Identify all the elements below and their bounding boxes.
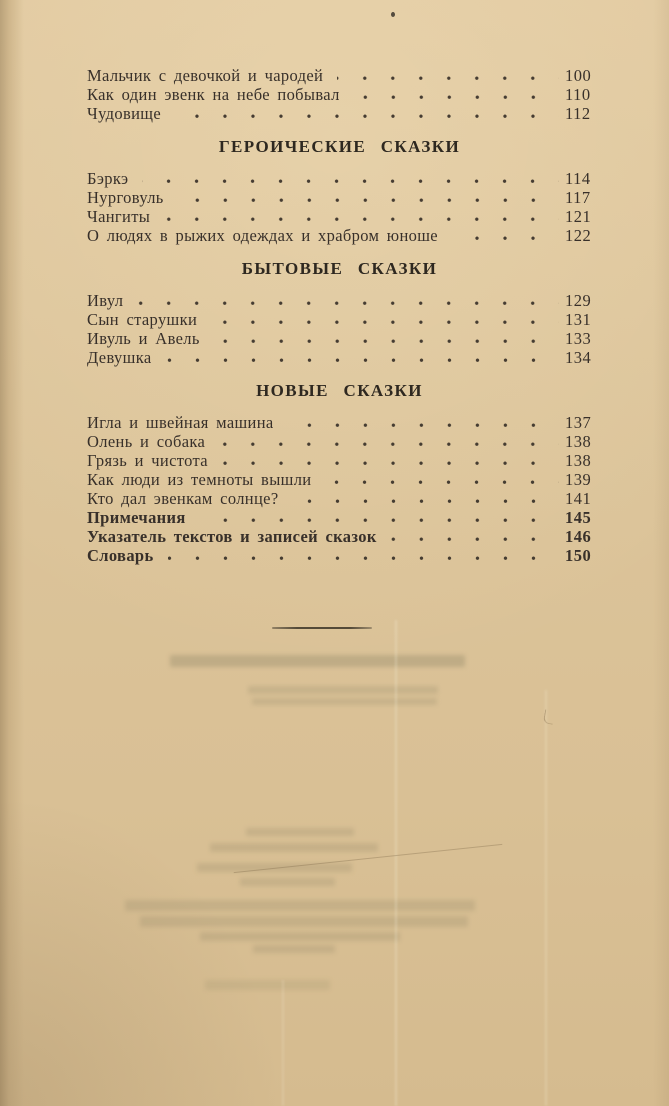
dot-leader-icon — [214, 339, 559, 345]
toc-entry-title: Чудовище — [87, 104, 162, 123]
dot-leader-icon — [219, 442, 559, 448]
dot-leader-icon — [325, 480, 559, 486]
toc-entry — [87, 413, 592, 432]
toc-entry — [87, 310, 592, 329]
toc-entry-title: Мальчик с девочкой и чародей — [87, 66, 324, 85]
toc-entry-title: Девушка — [87, 348, 152, 367]
toc-entry-title: Ивул — [87, 291, 124, 310]
toc-entry-page: 114 — [565, 169, 591, 188]
separator-rule — [272, 627, 372, 629]
showthrough-block — [252, 698, 437, 705]
showthrough-block — [170, 655, 465, 667]
toc-entry-title: Как люди из темноты вышли — [87, 470, 312, 489]
dot-leader-icon — [175, 114, 559, 120]
toc-entry — [87, 470, 592, 489]
toc-entry-title: Нурговуль — [87, 188, 164, 207]
toc-entry-page: 117 — [565, 188, 591, 207]
toc-entry — [87, 546, 592, 565]
section-heading: БЫТОВЫЕ СКАЗКИ — [241, 259, 438, 278]
toc-entry — [87, 169, 592, 188]
showthrough-block — [210, 843, 378, 852]
toc-entry-page: 146 — [565, 527, 592, 546]
dot-leader-icon — [137, 301, 559, 307]
showthrough-block — [253, 945, 335, 953]
dot-leader-icon — [452, 236, 559, 242]
toc-entry-title: Как один эвенк на небе побывал — [87, 85, 340, 104]
pencil-mark — [543, 709, 555, 725]
dot-leader-icon — [293, 499, 559, 505]
toc-entry-page: 141 — [565, 489, 592, 508]
toc-entry-page: 112 — [565, 104, 591, 123]
dot-leader-icon — [222, 461, 559, 467]
toc-entry — [87, 489, 592, 508]
toc-entry-title: Ивуль и Авель — [87, 329, 200, 348]
dot-leader-icon — [391, 537, 559, 543]
toc-entry-page: 134 — [565, 348, 592, 367]
toc-entry-title: Кто дал эвенкам солнце? — [87, 489, 279, 508]
toc-entry — [87, 329, 592, 348]
dot-leader-icon — [178, 198, 559, 204]
dot-leader-icon — [211, 320, 559, 326]
toc-entry-title: Сын старушки — [87, 310, 198, 329]
section-heading: НОВЫЕ СКАЗКИ — [256, 381, 423, 400]
toc-entry — [87, 432, 592, 451]
toc-entry-title: Указатель текстов и записей сказок — [87, 527, 377, 546]
toc-entry — [87, 527, 592, 546]
toc-entry-page: 133 — [565, 329, 592, 348]
toc-entry-page: 121 — [565, 207, 592, 226]
toc-entry-page: 100 — [565, 66, 592, 85]
toc-entry — [87, 207, 592, 226]
toc-entry-page: 122 — [565, 226, 592, 245]
toc-entry-title: О людях в рыжих одеждах и храбром юноше — [87, 226, 438, 245]
toc-entry-title: Олень и собака — [87, 432, 206, 451]
section-heading: ГЕРОИЧЕСКИЕ СКАЗКИ — [218, 137, 461, 156]
dot-leader-icon — [164, 217, 559, 223]
toc-entry-page: 138 — [565, 451, 592, 470]
toc-entry-page: 150 — [565, 546, 592, 565]
toc-entry — [87, 226, 592, 245]
dot-leader-icon — [337, 76, 559, 82]
toc-entry — [87, 348, 592, 367]
showthrough-block — [248, 686, 438, 694]
paper-crease — [545, 690, 547, 1106]
showthrough-block — [246, 828, 354, 836]
toc-entry-page: 131 — [565, 310, 592, 329]
toc-entry — [87, 85, 592, 104]
toc-entry — [87, 188, 592, 207]
dot-leader-icon — [354, 95, 559, 101]
toc-entry-title: Игла и швейная машина — [87, 413, 274, 432]
dot-leader-icon — [168, 556, 559, 562]
toc-entry-title: Грязь и чистота — [87, 451, 208, 470]
paper-crease — [395, 620, 397, 1106]
toc-entry-title: Чангиты — [87, 207, 151, 226]
toc-entry-title: Примечания — [87, 508, 186, 527]
toc-entry-page: 129 — [565, 291, 592, 310]
dot-leader-icon — [166, 358, 559, 364]
dot-leader-icon — [200, 518, 559, 524]
showthrough-block — [200, 932, 400, 941]
showthrough-block — [125, 900, 475, 911]
toc-entry — [87, 451, 592, 470]
toc-entry — [87, 104, 592, 123]
toc-entry — [87, 508, 592, 527]
toc-entry — [87, 66, 592, 85]
dot-leader-icon — [288, 423, 559, 429]
toc-entry-page: 145 — [565, 508, 592, 527]
toc-entry-page: 110 — [565, 85, 591, 104]
toc-entry — [87, 291, 592, 310]
toc-entry-page: 138 — [565, 432, 592, 451]
showthrough-block — [140, 916, 468, 927]
toc-entry-page: 139 — [565, 470, 592, 489]
dot-leader-icon — [142, 179, 559, 185]
toc-entry-page: 137 — [565, 413, 592, 432]
paper-crease — [282, 980, 284, 1106]
showthrough-block — [240, 878, 335, 886]
toc-entry-title: Бэркэ — [87, 169, 129, 188]
toc-entry-title: Словарь — [87, 546, 154, 565]
showthrough-block — [205, 980, 330, 990]
